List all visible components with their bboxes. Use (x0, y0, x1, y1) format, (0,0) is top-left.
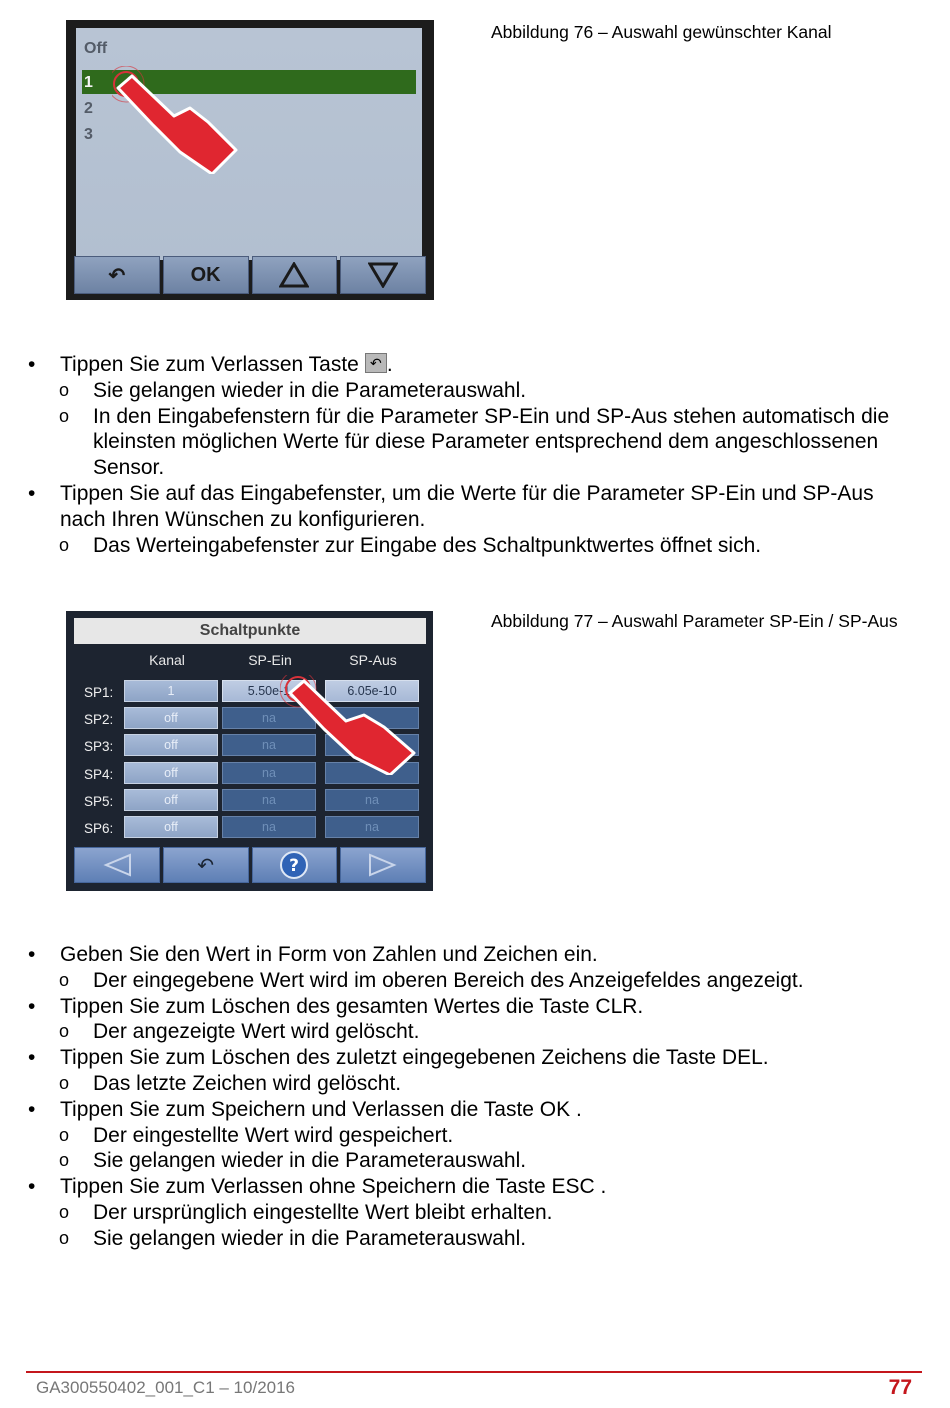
bullet-marker: • (28, 1097, 36, 1121)
row-label: SP4: (84, 767, 114, 782)
pointing-hand-icon (280, 675, 420, 775)
sub-bullet-marker: o (59, 405, 70, 426)
bullet-marker: • (28, 1175, 36, 1199)
back-icon: ↶ (108, 264, 126, 287)
sub-list-item-text: Der angezeigte Wert wird gelöscht. (93, 1020, 420, 1044)
bullet-marker: • (28, 1046, 36, 1070)
sub-list-item-text: Der ursprünglich eingestellte Wert bleibt erhalten. (93, 1200, 553, 1224)
sp-aus-cell[interactable]: na (325, 789, 419, 811)
list-item-text: Tippen Sie zum Löschen des zuletzt eingegebenen Zeichens die Taste DEL. (60, 1046, 769, 1070)
kanal-cell[interactable]: off (124, 762, 218, 784)
sub-list-item (0, 968, 908, 994)
list-item (0, 994, 910, 1020)
back-icon: ↶ (365, 353, 387, 373)
sp-ein-cell[interactable]: na (222, 762, 316, 784)
back-button[interactable] (163, 847, 249, 883)
column-header-sp-ein: SP-Ein (248, 652, 292, 668)
left-triangle-icon (102, 853, 132, 877)
column-header-sp-aus: SP-Aus (349, 652, 397, 668)
column-header-kanal: Kanal (149, 652, 185, 668)
sub-bullet-marker: o (59, 1227, 70, 1248)
sp-aus-cell[interactable]: na (325, 816, 419, 838)
footer-divider (26, 1371, 922, 1373)
svg-text:?: ? (289, 856, 300, 876)
sp-ein-cell[interactable]: na (222, 816, 316, 838)
kanal-cell[interactable]: 1 (124, 680, 218, 702)
option-1[interactable]: 1 (84, 74, 93, 91)
instruction-list-2 (0, 942, 950, 1252)
row-label: SP3: (84, 739, 114, 754)
list-item-text: Tippen Sie auf das Eingabefenster, um die Werte für die Parameter SP-Ein und SP-Aus nach Ihren Wünschen zu konfigurieren. (60, 481, 874, 531)
list-item (0, 1174, 910, 1200)
kanal-cell[interactable]: off (124, 816, 218, 838)
bullet-marker: • (28, 481, 36, 505)
option-off[interactable]: Off (84, 40, 108, 57)
sub-list-item (0, 1148, 908, 1174)
sub-list-item-text: In den Eingabefenstern für die Parameter SP-Ein und SP-Aus stehen automatisch die kleinsten möglichen Werte für diese Parameter entsprechend dem angeschlossenen Sensor. (93, 404, 890, 480)
sub-list-item (0, 1123, 908, 1149)
figure-77-caption: Abbildung 77 – Auswahl Parameter SP-Ein / SP-Aus (491, 611, 898, 631)
sub-bullet-marker: o (59, 1072, 70, 1093)
list-item-text: Tippen Sie zum Speichern und Verlassen die Taste OK . (60, 1097, 582, 1121)
down-button[interactable] (340, 256, 426, 294)
pointing-hand-icon (112, 66, 242, 174)
figure-76-caption: Abbildung 76 – Auswahl gewünschter Kanal (491, 22, 832, 42)
sub-bullet-marker: o (59, 1201, 70, 1222)
list-item-text: Tippen Sie zum Verlassen ohne Speichern die Taste ESC . (60, 1175, 607, 1199)
sub-list-item-text: Sie gelangen wieder in die Parameterauswahl. (93, 378, 527, 402)
button-bar (74, 847, 426, 883)
sub-list-item-text: Sie gelangen wieder in die Parameterauswahl. (93, 1149, 527, 1173)
right-triangle-icon (368, 853, 398, 877)
next-button[interactable] (340, 847, 426, 883)
list-item (0, 481, 910, 533)
kanal-cell[interactable]: off (124, 707, 218, 729)
row-label: SP1: (84, 685, 114, 700)
sub-list-item (0, 404, 908, 481)
sub-bullet-marker: o (59, 379, 70, 400)
sub-list-item (0, 1071, 908, 1097)
bullet-marker: • (28, 353, 36, 376)
sub-bullet-marker: o (59, 1021, 70, 1042)
panel-title: Schaltpunkte (74, 618, 426, 644)
sub-bullet-marker: o (59, 534, 70, 555)
ok-button[interactable]: OK (163, 256, 249, 294)
kanal-cell[interactable]: off (124, 734, 218, 756)
sp-ein-cell[interactable]: na (222, 707, 316, 729)
list-item-tail: . (386, 353, 393, 376)
sub-list-item (0, 378, 908, 404)
sp-ein-cell[interactable]: na (222, 789, 316, 811)
down-triangle-icon (368, 262, 398, 288)
sub-list-item (0, 1200, 908, 1226)
list-item-text: Tippen Sie zum Löschen des gesamten Wertes die Taste CLR. (60, 994, 644, 1018)
bullet-marker: • (28, 994, 36, 1018)
up-button[interactable] (252, 256, 338, 294)
help-icon (279, 850, 309, 880)
sp-ein-cell[interactable]: na (222, 734, 316, 756)
option-2[interactable]: 2 (84, 100, 93, 117)
previous-button[interactable] (74, 847, 160, 883)
list-item (0, 352, 910, 378)
back-icon: ↶ (197, 854, 214, 877)
row-label: SP5: (84, 794, 114, 809)
page-number: 77 (888, 1376, 912, 1399)
sub-list-item-text: Der eingestellte Wert wird gespeichert. (93, 1123, 454, 1147)
sub-bullet-marker: o (59, 969, 70, 990)
sub-list-item-text: Der eingegebene Wert wird im oberen Bereich des Anzeigefeldes angezeigt. (93, 968, 804, 992)
sp-aus-cell[interactable]: 6.05e-10 (325, 680, 419, 702)
figure-76-screen (66, 20, 434, 300)
sub-list-item (0, 1226, 908, 1252)
sub-list-item-text: Das letzte Zeichen wird gelöscht. (93, 1071, 402, 1095)
button-bar (74, 256, 426, 294)
kanal-cell[interactable]: off (124, 789, 218, 811)
sub-list-item-text: Sie gelangen wieder in die Parameterauswahl. (93, 1226, 527, 1250)
sub-bullet-marker: o (59, 1150, 70, 1171)
option-3[interactable]: 3 (84, 126, 93, 143)
list-item-text: Tippen Sie zum Verlassen Taste (60, 353, 359, 376)
bullet-marker: • (28, 943, 36, 966)
figure-77-screen (66, 611, 433, 891)
row-label: SP6: (84, 821, 114, 836)
row-label: SP2: (84, 712, 114, 727)
sub-list-item-text: Das Werteingabefenster zur Eingabe des Schaltpunktwertes öffnet sich. (93, 533, 762, 557)
instruction-list-1 (0, 352, 950, 558)
back-button[interactable] (74, 256, 160, 294)
sub-list-item (0, 533, 908, 559)
up-triangle-icon (279, 262, 309, 288)
list-item (0, 942, 910, 968)
channel-select-panel (76, 28, 422, 260)
list-item (0, 1045, 910, 1071)
list-item (0, 1097, 910, 1123)
document-id: GA300550402_001_C1 – 10/2016 (36, 1378, 296, 1397)
list-item-text: Geben Sie den Wert in Form von Zahlen und Zeichen ein. (60, 943, 598, 966)
help-button[interactable] (252, 847, 338, 883)
sub-list-item (0, 1019, 908, 1045)
sub-bullet-marker: o (59, 1124, 70, 1145)
sp-ein-cell[interactable]: 5.50e-1 (222, 680, 316, 702)
